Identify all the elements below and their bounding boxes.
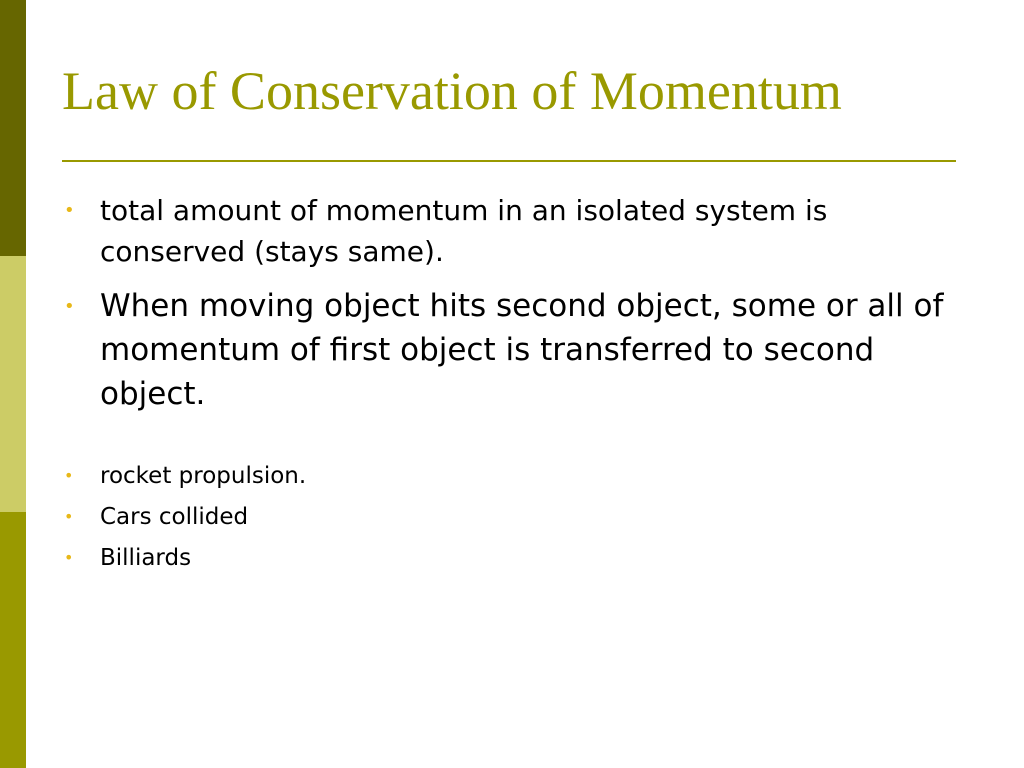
bullet-text: Billiards (100, 545, 192, 571)
bullet-item (62, 543, 972, 573)
bullet-item (62, 461, 972, 491)
bullet-text: rocket propulsion. (100, 463, 307, 489)
bullet-item (62, 502, 972, 532)
bullet-item (62, 284, 972, 416)
title-underline (62, 160, 956, 162)
left-accent-bar-top (0, 0, 26, 256)
bullet-dot-icon: • (64, 466, 74, 485)
left-accent-bar-bottom (0, 512, 26, 768)
bullet-dot-icon: • (64, 200, 75, 221)
bullet-text: When moving object hits second object, some or all of momentum of first object is transferred to second object. (100, 288, 944, 412)
empty-bullet-spacer (62, 416, 972, 452)
slide-title: Law of Conservation of Momentum (62, 61, 842, 121)
bullet-dot-icon: • (64, 548, 74, 567)
bullet-list (62, 190, 972, 573)
bullet-item (62, 190, 972, 272)
bullet-text: total amount of momentum in an isolated system is conserved (stays same). (100, 194, 828, 268)
bullet-dot-icon: • (64, 296, 75, 317)
bullet-dot-icon: • (64, 507, 74, 526)
bullet-text: Cars collided (100, 504, 249, 530)
left-accent-bar-middle (0, 256, 26, 512)
